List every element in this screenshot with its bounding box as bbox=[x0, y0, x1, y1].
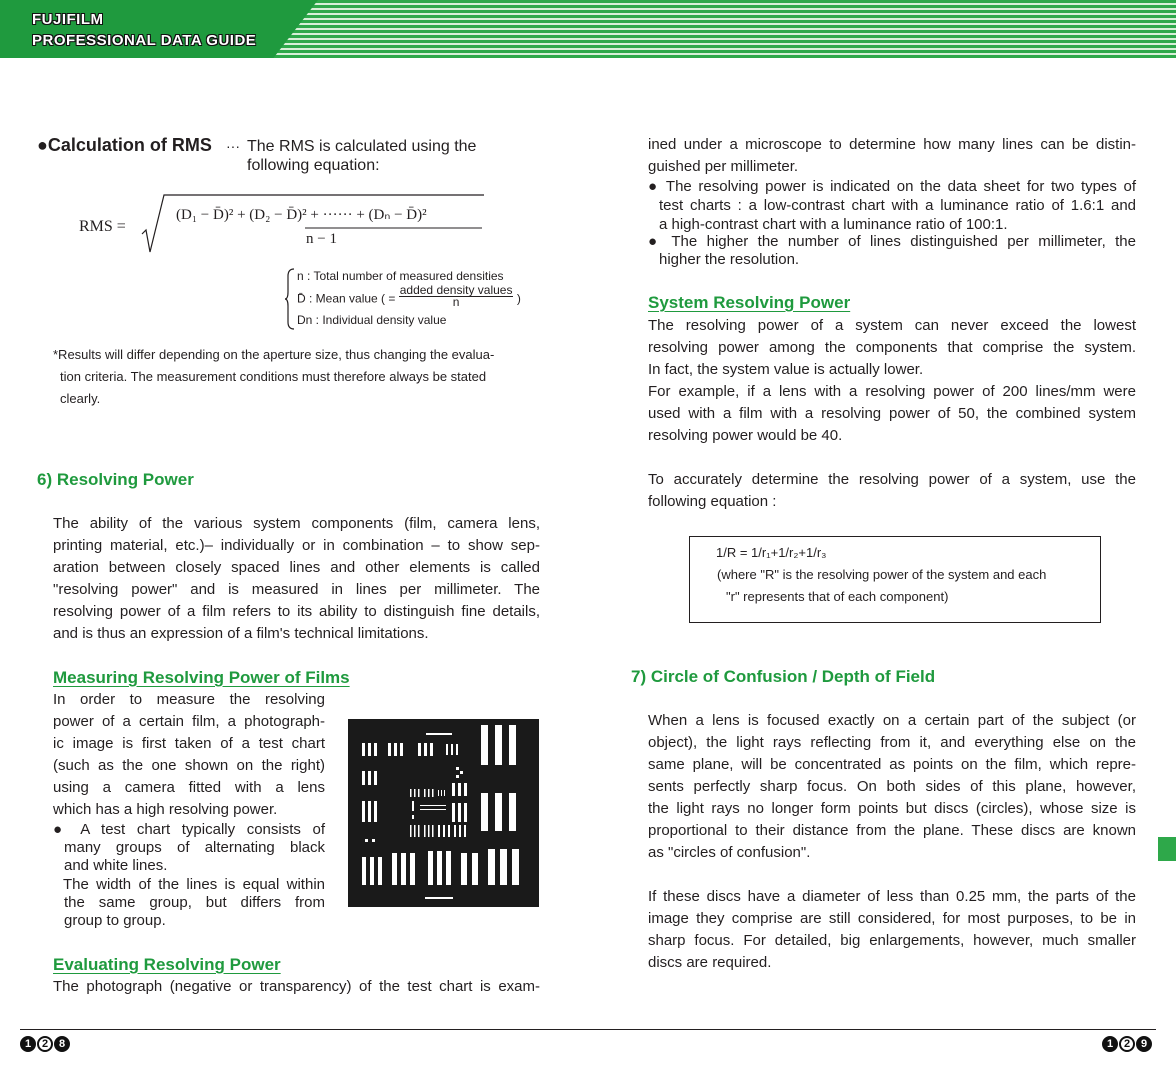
section-resolving-power-heading: 6) Resolving Power bbox=[37, 470, 194, 489]
guide-title: PROFESSIONAL DATA GUIDE bbox=[32, 32, 257, 49]
text-line: the light rays no longer form points but discs (circles), whose size is bbox=[648, 800, 1136, 817]
legend-mean-label: D̄ : Mean value ( = bbox=[297, 291, 396, 306]
text-line: aration between closely spaced lines and other elements is called bbox=[53, 559, 540, 576]
text-line: many groups of alternating black bbox=[64, 839, 325, 856]
text-line: same plane, will be concentrated as points on the film, which repre- bbox=[648, 756, 1136, 773]
radical-sign bbox=[140, 192, 490, 258]
brand-name: FUJIFILM bbox=[32, 11, 104, 28]
text-line: sents perfectly sharp focus. On both sides of this plane, however, bbox=[648, 778, 1136, 795]
system-resolving-heading: System Resolving Power bbox=[648, 293, 851, 312]
legend-n: n : Total number of measured densities bbox=[297, 269, 504, 283]
note-line: tion criteria. The measurement conditions must therefore always be stated bbox=[60, 369, 487, 384]
text-line: The width of the lines is equal within bbox=[63, 876, 325, 893]
text-line: power of a certain film, a photograph- bbox=[53, 713, 325, 730]
rms-heading: ●Calculation of RMS bbox=[37, 135, 212, 155]
rms-numerator: (D₁ − D̄)² + (D₂ − D̄)² + ······ + (Dₙ − D̄)² bbox=[176, 207, 427, 223]
text-line: "resolving power" and is measured in lines per millimeter. The bbox=[53, 581, 540, 598]
system-paragraph-3 bbox=[648, 469, 1136, 513]
section-circle-of-confusion-heading: 7) Circle of Confusion / Depth of Field bbox=[631, 667, 936, 686]
evaluating-heading: Evaluating Resolving Power bbox=[53, 955, 281, 974]
text-line: (such as the one shown on the right) bbox=[53, 757, 325, 774]
text-line: group to group. bbox=[64, 912, 166, 929]
resolution-bullet bbox=[648, 233, 1136, 269]
text-line: used with a film with a resolving power of 50, the combined system bbox=[648, 405, 1136, 422]
test-chart-bullet bbox=[53, 821, 325, 930]
text-line: and white lines. bbox=[64, 857, 168, 874]
system-paragraph-1 bbox=[648, 315, 1136, 381]
text-line: discs are required. bbox=[648, 954, 772, 971]
text-line: For example, if a lens with a resolving power of 200 lines/mm were bbox=[648, 383, 1136, 400]
text-line: ● The resolving power is indicated on the data sheet for two types of bbox=[648, 178, 1136, 195]
text-line: When a lens is focused exactly on a certain part of the subject (or bbox=[648, 712, 1136, 729]
rms-note bbox=[53, 344, 494, 410]
page-digit: 1 bbox=[1102, 1036, 1118, 1052]
footer-rule bbox=[20, 1029, 1156, 1030]
text-line: higher the resolution. bbox=[659, 251, 800, 268]
text-line: following equation : bbox=[648, 493, 777, 510]
rms-dots: ··· bbox=[226, 138, 240, 154]
legend-mean-suffix: ) bbox=[516, 291, 521, 306]
text-line: sharp focus. For detailed, big enlargements, however, much smaller bbox=[648, 932, 1136, 949]
text-line: The resolving power of a system can never exceed the lowest bbox=[648, 317, 1136, 334]
legend-mean bbox=[297, 283, 521, 309]
resolving-intro bbox=[53, 513, 540, 645]
equation-explanation: (where "R" is the resolving power of the system and each bbox=[717, 567, 1047, 582]
header-tab bbox=[0, 0, 318, 58]
text-line: resolving power among the components that comprise the system. bbox=[648, 339, 1136, 356]
equation-line: 1/R = 1/r₁+1/r₂+1/r₃ bbox=[716, 545, 827, 560]
rms-formula-label: RMS = bbox=[79, 218, 126, 235]
text-line: guished per millimeter. bbox=[648, 158, 799, 175]
coc-paragraph-2 bbox=[648, 886, 1136, 974]
text-line: printing material, etc.)– individually or in combination – to show sep- bbox=[53, 537, 540, 554]
note-line: clearly. bbox=[60, 391, 101, 406]
page-digit: 2 bbox=[1119, 1036, 1135, 1052]
text-line: object), the light rays reflecting from it, and everything else on the bbox=[648, 734, 1136, 751]
rms-denominator: n − 1 bbox=[306, 231, 337, 247]
text-line: as "circles of confusion". bbox=[648, 844, 811, 861]
text-line: resolving power of a film refers to its ability to distinguish fine details, bbox=[53, 603, 540, 620]
test-chart-pattern bbox=[348, 719, 539, 907]
equation-box bbox=[689, 536, 1101, 623]
text-line: The ability of the various system components (film, camera lens, bbox=[53, 515, 540, 532]
text-line: proportional to their distance from the plane. These discs are known bbox=[648, 822, 1136, 839]
legend-fraction-bottom: n bbox=[452, 295, 460, 309]
page-number-right bbox=[1102, 1036, 1152, 1052]
rms-intro-line: The RMS is calculated using the bbox=[247, 138, 477, 155]
datasheet-bullet bbox=[648, 177, 1136, 234]
equation-explanation: "r" represents that of each component) bbox=[726, 589, 949, 604]
text-line: ic image is first taken of a test chart bbox=[53, 735, 325, 752]
text-line: using a camera fitted with a lens bbox=[53, 779, 325, 796]
text-line: If these discs have a diameter of less than 0.25 mm, the parts of the bbox=[648, 888, 1136, 905]
note-line: *Results will differ depending on the aperture size, thus changing the evalua- bbox=[53, 347, 495, 362]
evaluating-continued bbox=[648, 134, 1136, 178]
coc-paragraph-1 bbox=[648, 710, 1136, 864]
text-line: the same group, but differs from bbox=[64, 894, 325, 911]
rms-intro-line: following equation: bbox=[247, 157, 380, 174]
text-line: To accurately determine the resolving power of a system, use the bbox=[648, 471, 1136, 488]
text-line: In order to measure the resolving bbox=[53, 691, 325, 708]
text-line: image they comprise are still considered, for most purposes, to be in bbox=[648, 910, 1136, 927]
legend-brace bbox=[284, 268, 296, 330]
text-line: ● A test chart typically consists of bbox=[53, 821, 325, 838]
rms-intro bbox=[247, 137, 476, 175]
legend-dn: Dn : Individual density value bbox=[297, 313, 447, 327]
evaluating-text: The photograph (negative or transparency) of the test chart is exam- bbox=[53, 978, 540, 995]
page-digit: 1 bbox=[20, 1036, 36, 1052]
text-line: In fact, the system value is actually lower. bbox=[648, 361, 924, 378]
test-chart-image bbox=[348, 719, 539, 907]
page-number-left bbox=[20, 1036, 70, 1052]
text-line: resolving power would be 40. bbox=[648, 427, 843, 444]
measuring-text bbox=[53, 689, 325, 821]
text-line: which has a high resolving power. bbox=[53, 801, 278, 818]
legend-fraction-top: added density values bbox=[399, 283, 513, 297]
page-digit: 9 bbox=[1136, 1036, 1152, 1052]
measuring-heading: Measuring Resolving Power of Films bbox=[53, 668, 350, 687]
text-line: a high-contrast chart with a luminance ratio of 100:1. bbox=[659, 216, 1008, 233]
system-paragraph-2 bbox=[648, 381, 1136, 447]
section-tab-marker bbox=[1158, 837, 1176, 861]
page-digit: 2 bbox=[37, 1036, 53, 1052]
text-line: ined under a microscope to determine how many lines can be distin- bbox=[648, 136, 1136, 153]
text-line: test charts : a low-contrast chart with a luminance ratio of 1.6:1 and bbox=[659, 197, 1136, 214]
text-line: and is thus an expression of a film's technical limitations. bbox=[53, 625, 429, 642]
page-digit: 8 bbox=[54, 1036, 70, 1052]
text-line: ● The higher the number of lines distinguished per millimeter, the bbox=[648, 233, 1136, 250]
